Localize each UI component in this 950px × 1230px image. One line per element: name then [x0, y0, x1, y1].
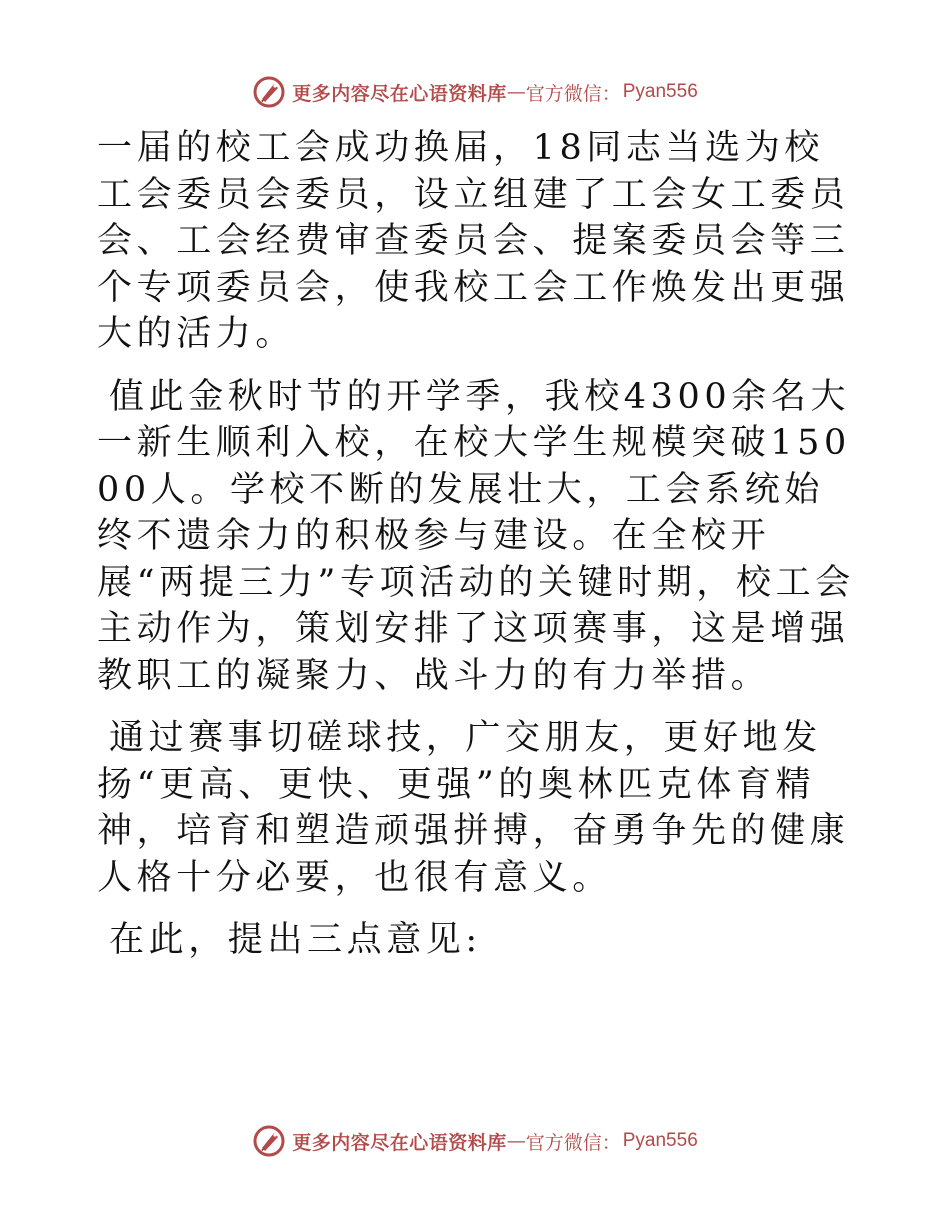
paragraph-2: 值此金秋时节的开学季，我校4300余名大一新生顺利入校，在校大学生规模突破15000人。学校不断的发展壮大，工会系统始终不遗余力的积极参与建设。在全校开展“两提三力”专项活动的关键时期，校工会主动作为，策划安排了这项赛事，这是增强教职工的凝聚力、战斗力的有力举措。 [97, 376, 855, 696]
document-body [97, 125, 857, 980]
wechat-label: 官方微信： [525, 1131, 621, 1154]
brand-separator: — [506, 1130, 526, 1152]
pen-nib-logo-icon [252, 1124, 286, 1158]
pen-nib-logo-icon [252, 75, 286, 109]
wechat-id: Pyan556 [622, 1130, 698, 1151]
paragraph-4: 在此，提出三点意见: [109, 920, 482, 960]
brand-separator: — [506, 81, 526, 103]
brand-text: 更多内容尽在心语资料库 [292, 82, 507, 105]
header-watermark [0, 72, 950, 112]
wechat-label: 官方微信： [525, 82, 621, 105]
paragraph-1: 一届的校工会成功换届，18同志当选为校工会委员会委员，设立组建了工会女工委员会、工会经费审查委员会、提案委员会等三个专项委员会，使我校工会工作焕发出更强大的活力。 [97, 128, 850, 354]
footer-watermark [0, 1121, 950, 1161]
brand-text: 更多内容尽在心语资料库 [292, 1131, 507, 1154]
wechat-id: Pyan556 [622, 81, 698, 102]
paragraph-3: 通过赛事切磋球技，广交朋友，更好地发扬“更高、更快、更强”的奥林匹克体育精神，培育和塑造顽强拼搏，奋勇争先的健康人格十分必要，也很有意义。 [97, 718, 850, 898]
